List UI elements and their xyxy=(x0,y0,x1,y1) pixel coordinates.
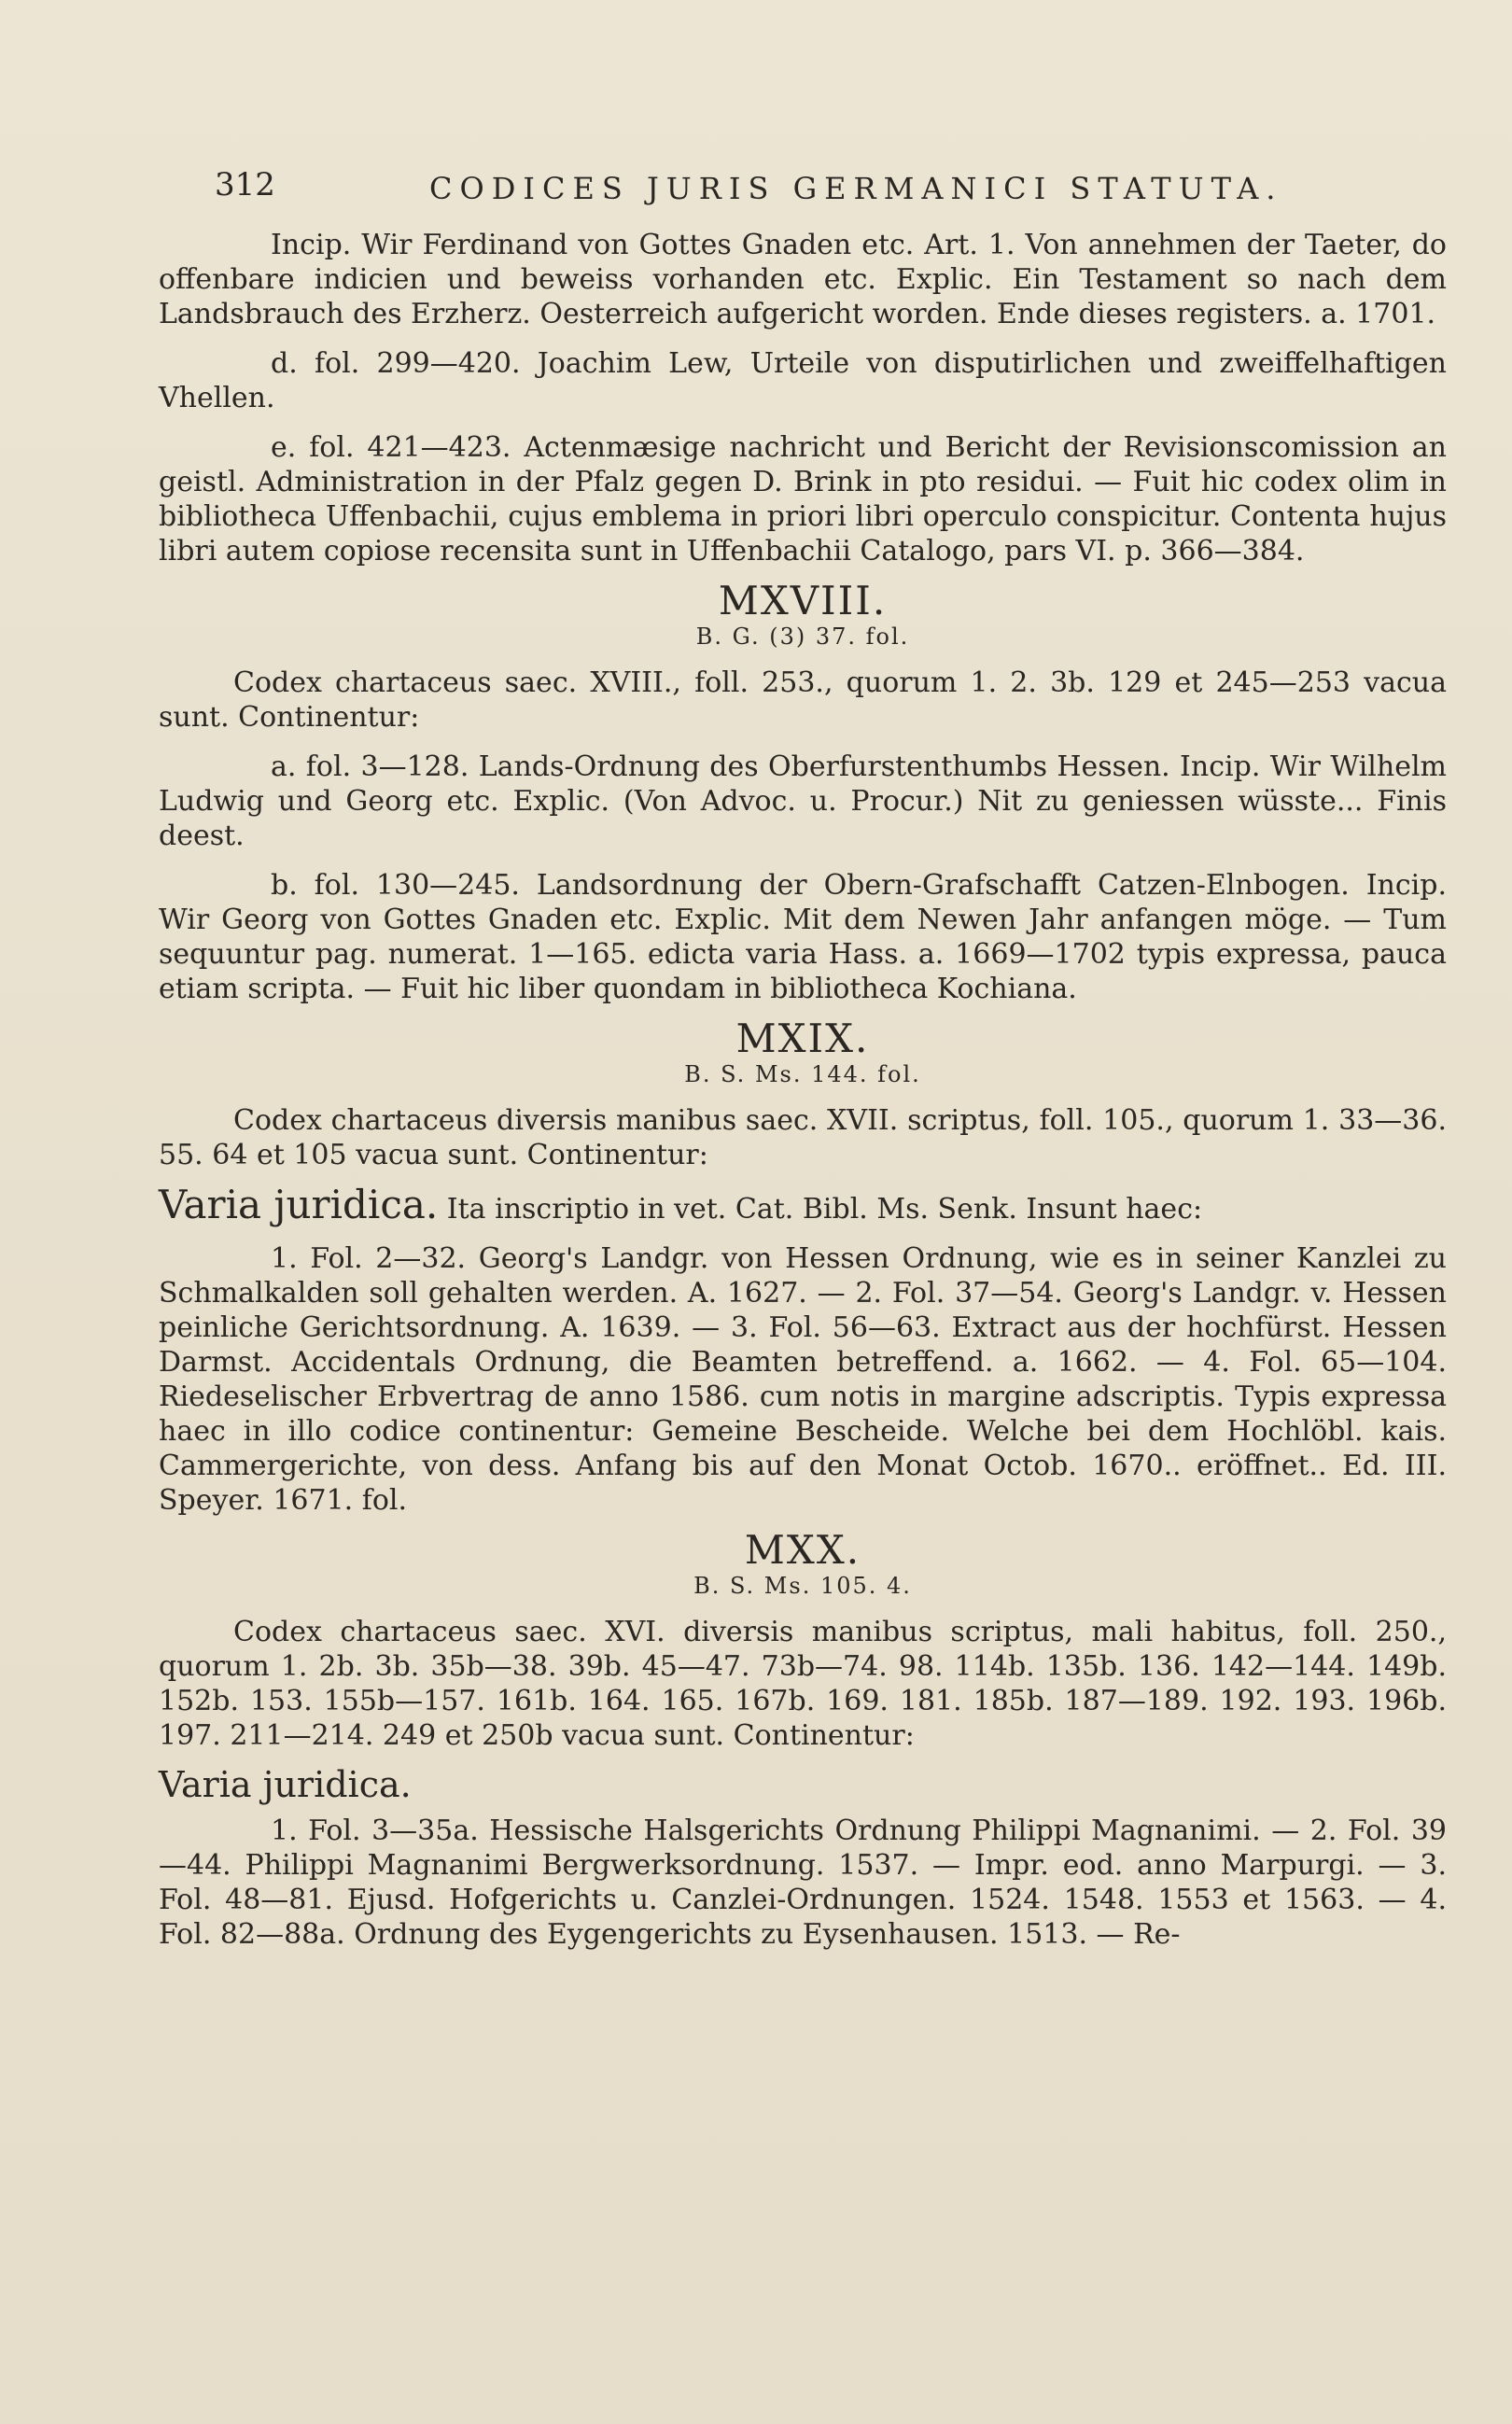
mxix-paragraph-1: Codex chartaceus diversis manibus saec. XVII. scriptus, foll. 105., quorum 1. 33—36. 55. 64 et 105 vacua sunt. Continentur: xyxy=(159,1104,1447,1171)
section-title-mxix: MXIX. xyxy=(735,1016,870,1061)
mxx-varia-heading: Varia juridica. xyxy=(159,1764,412,1805)
section-title-mxviii: MXVIII. xyxy=(718,578,888,624)
mxviii-paragraph-2: a. fol. 3—128. Lands-Ordnung des Oberfurstenthumbs Hessen. Incip. Wir Wilhelm Ludwig und Georg etc. Explic. (Von Advoc. u. Procur.) Nit zu geniessen wüsste... Finis deest. xyxy=(159,750,1447,852)
shelfmark-mxviii: B. G. (3) 37. fol. xyxy=(695,624,910,650)
mxix-varia-text: Ita inscriptio in vet. Cat. Bibl. Ms. Senk. Insunt haec: xyxy=(438,1193,1203,1226)
mxix-paragraph-2: 1. Fol. 2—32. Georg's Landgr. von Hessen Ordnung, wie es in seiner Kanzlei zu Schmalkalden soll gehalten werden. A. 1627. — 2. Fol. 37—54. Georg's Landgr. v. Hessen peinliche Gerichtsordnung. A. 1639. — 3. Fol. 56—63. Extract aus der hochfürst. Hessen Darmst. Accidentals Ordnung, die Beamten betreffend. a. 1662. — 4. Fol. 65—104. Riedeselischer Erbvertrag de anno 1586. cum notis in margine adscriptis. Typis expressa haec in illo codice continentur: Gemeine Bescheide. Welche bei dem Hochlöbl. kais. Cammergerichte, von dess. Anfang bis auf den Monat Octob. 1670.. eröffnet.. Ed. III. Speyer. 1671. fol. xyxy=(159,1242,1447,1517)
mxx-paragraph-1: Codex chartaceus saec. XVI. diversis manibus scriptus, mali habitus, foll. 250., quorum 1. 2b. 3b. 35b—38. 39b. 45—47. 73b—74. 98. 114b. 135b. 136. 142—144. 149b. 152b. 153. 155b—157. 161b. 164. 165. 167b. 169. 181. 185b. 187—189. 192. 193. 196b. 197. 211—214. 249 et 250b vacua sunt. Continentur: xyxy=(159,1616,1447,1752)
page-header xyxy=(159,168,1447,217)
section-title-mxx: MXX. xyxy=(744,1527,861,1573)
shelfmark-mxx: B. S. Ms. 105. 4. xyxy=(693,1573,912,1599)
shelfmark-mxix: B. S. Ms. 144. fol. xyxy=(684,1061,921,1087)
text-column xyxy=(159,168,1447,1967)
mxviii-paragraph-1: Codex chartaceus saec. XVIII., foll. 253., quorum 1. 2. 3b. 129 et 245—253 vacua sunt. Continentur: xyxy=(159,666,1447,734)
mxix-varia-line xyxy=(159,1182,1447,1227)
mxix-varia-heading: Varia juridica. xyxy=(159,1182,439,1227)
page-number: 312 xyxy=(215,166,275,203)
intro-paragraph-3: e. fol. 421—423. Actenmæsige nachricht und Bericht der Revisionscomission an geistl. Administration in der Pfalz gegen D. Brink in pto residui. — Fuit hic codex olim in bibliotheca Uffenbachii, cujus emblema in priori libri operculo conspicitur. Contenta hujus libri autem copiose recensita sunt in Uffenbachii Catalogo, pars VI. p. 366—384. xyxy=(159,431,1447,567)
intro-paragraph-1: Incip. Wir Ferdinand von Gottes Gnaden etc. Art. 1. Von annehmen der Taeter, do offenbare indicien und beweiss vorhanden etc. Explic. Ein Testament so nach dem Landsbrauch des Erzherz. Oesterreich aufgericht worden. Ende dieses registers. a. 1701. xyxy=(159,229,1447,330)
running-title: CODICES JURIS GERMANICI STATUTA. xyxy=(429,171,1283,206)
intro-paragraph-2: d. fol. 299—420. Joachim Lew, Urteile von disputirlichen und zweiffelhaftigen Vhellen. xyxy=(159,347,1447,414)
mxviii-paragraph-3: b. fol. 130—245. Landsordnung der Obern-Grafschafft Catzen-Elnbogen. Incip. Wir Georg von Gottes Gnaden etc. Explic. Mit dem Newen Jahr anfangen möge. — Tum sequuntur pag. numerat. 1—165. edicta varia Hass. a. 1669—1702 typis expressa, pauca etiam scripta. — Fuit hic liber quondam in bibliotheca Kochiana. xyxy=(159,869,1447,1005)
mxx-paragraph-2: 1. Fol. 3—35a. Hessische Halsgerichts Ordnung Philippi Magnanimi. — 2. Fol. 39—44. Philippi Magnanimi Bergwerksordnung. 1537. — Impr. eod. anno Marpurgi. — 3. Fol. 48—81. Ejusd. Hofgerichts u. Canzlei-Ordnungen. 1524. 1548. 1553 et 1563. — 4. Fol. 82—88a. Ordnung des Eygengerichts zu Eysenhausen. 1513. — Re- xyxy=(159,1814,1447,1951)
